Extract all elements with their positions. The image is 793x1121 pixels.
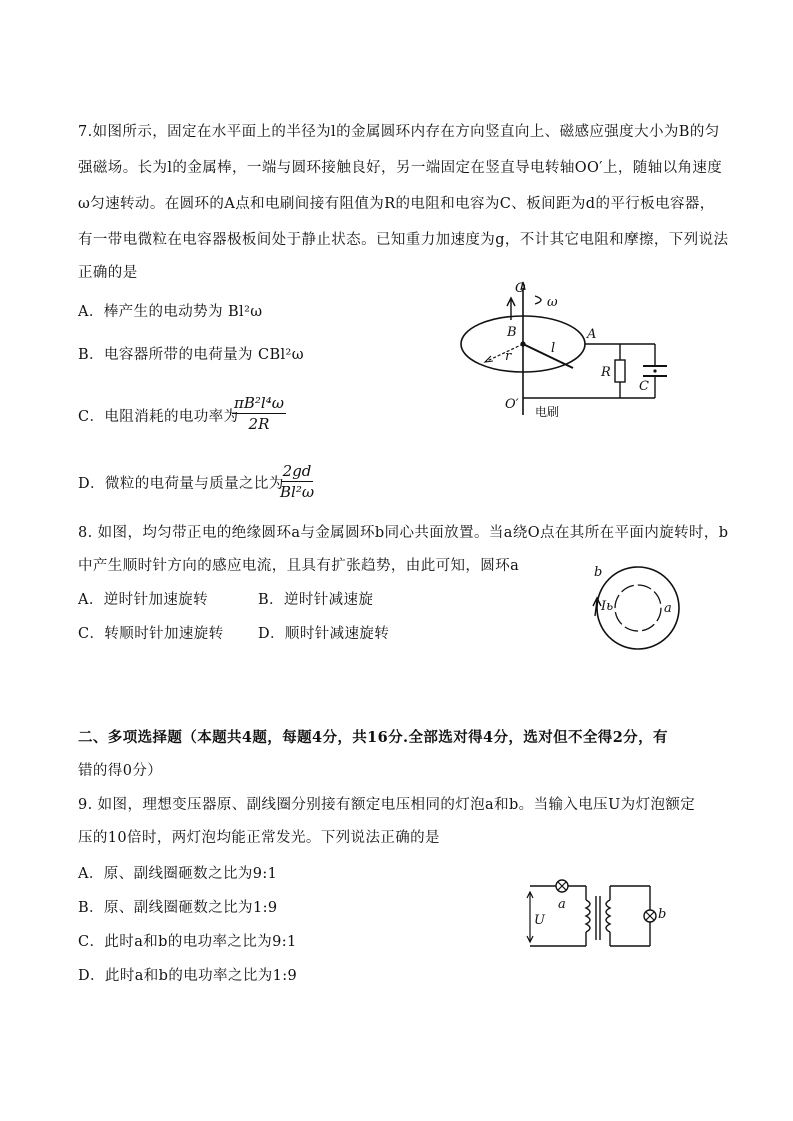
q7-option-d-fraction: [280, 462, 314, 501]
section2-heading-line1: 二、多项选择题（本题共4题，每题4分，共16分.全部选对得4分，选对但不全得2分，有: [78, 729, 668, 746]
q7-circuit-figure: [455, 280, 685, 425]
q9-option-b: B．原、副线圈砸数之比为1:9: [78, 900, 278, 916]
q7-option-d-numerator: 2gd: [282, 462, 312, 480]
q7-fig-label-A: A: [587, 327, 597, 342]
q8-stem-line2: 中产生顺时针方向的感应电流，且具有扩张趋势，由此可知，圆环a: [78, 558, 520, 574]
q8-option-a: A．逆时针加速旋转: [78, 592, 209, 608]
q9-option-d: D．此时a和b的电功率之比为1:9: [78, 968, 298, 984]
q7-fig-label-R: R: [601, 365, 611, 380]
q9-fig-label-a: a: [558, 897, 566, 912]
q8-stem-line1: 8. 如图，均匀带正电的绝缘圆环a与金属圆环b同心共面放置。当a绕O点在其所在平面内旋转时，b: [78, 525, 729, 541]
q7-option-c-fraction: [232, 394, 286, 433]
q8-ring-figure: [588, 560, 698, 660]
q7-option-d-denominator: Bl²ω: [280, 483, 315, 501]
q7-fig-label-C: C: [639, 379, 649, 394]
q7-option-c-denominator: 2R: [248, 415, 270, 433]
q8-option-d: D．顺时针减速旋转: [258, 626, 390, 642]
q7-stem-line1: 7.如图所示，固定在水平面上的半径为l的金属圆环内存在方向竖直向上、磁感应强度大小为B的匀: [78, 124, 720, 140]
q9-transformer-figure: [518, 878, 688, 958]
q7-option-a: A．棒产生的电动势为 Bl²ω: [78, 304, 263, 320]
q7-fig-label-B: B: [507, 325, 517, 340]
q7-fig-label-omega: ω: [547, 295, 558, 310]
q7-fig-label-O: O: [515, 281, 526, 296]
q9-option-c: C．此时a和b的电功率之比为9:1: [78, 934, 297, 950]
q9-fig-label-b: b: [658, 907, 667, 922]
q7-option-c: C．电阻消耗的电功率为: [78, 409, 239, 425]
q7-fig-label-r: r: [505, 349, 512, 364]
q8-fig-label-a: a: [664, 601, 672, 616]
q7-fig-label-Oprime: O′: [505, 397, 519, 412]
q9-stem-line1: 9. 如图，理想变压器原、副线圈分别接有额定电压相同的灯泡a和b。当输入电压U为灯泡额定: [78, 797, 696, 813]
q7-option-d: D．微粒的电荷量与质量之比为: [78, 476, 284, 492]
q7-stem-line2: 强磁场。长为l的金属棒，一端与圆环接触良好，另一端固定在竖直导电转轴OO′上，随轴以角速度: [78, 160, 723, 176]
q9-option-a: A．原、副线圈砸数之比为9:1: [78, 866, 278, 882]
q7-fig-label-brush: 电刷: [535, 405, 560, 419]
q7-stem-line3: ω匀速转动。在圆环的A点和电刷间接有阻值为R的电阻和电容为C、板间距为d的平行板电容器，: [78, 196, 715, 212]
q7-fig-label-l: l: [551, 341, 556, 356]
q8-fig-label-Ib: Iь: [601, 599, 614, 614]
q7-stem-line4: 有一带电微粒在电容器极板间处于静止状态。已知重力加速度为g，不计其它电阻和摩擦，下列说法: [78, 232, 729, 248]
q8-option-b: B．逆时针减速旋: [258, 592, 374, 608]
q8-fig-label-b: b: [594, 565, 603, 580]
q9-stem-line2: 压的10倍时，两灯泡均能正常发光。下列说法正确的是: [78, 830, 440, 846]
q8-option-c: C．转顺时针加速旋转: [78, 626, 224, 642]
q9-fig-label-U: U: [534, 913, 545, 928]
section2-heading-line2: 错的得0分）: [78, 763, 163, 779]
q7-option-c-numerator: πB²l⁴ω: [234, 394, 284, 412]
q7-stem-line5: 正确的是: [78, 265, 138, 281]
q7-option-b: B．电容器所带的电荷量为 CBl²ω: [78, 347, 304, 363]
